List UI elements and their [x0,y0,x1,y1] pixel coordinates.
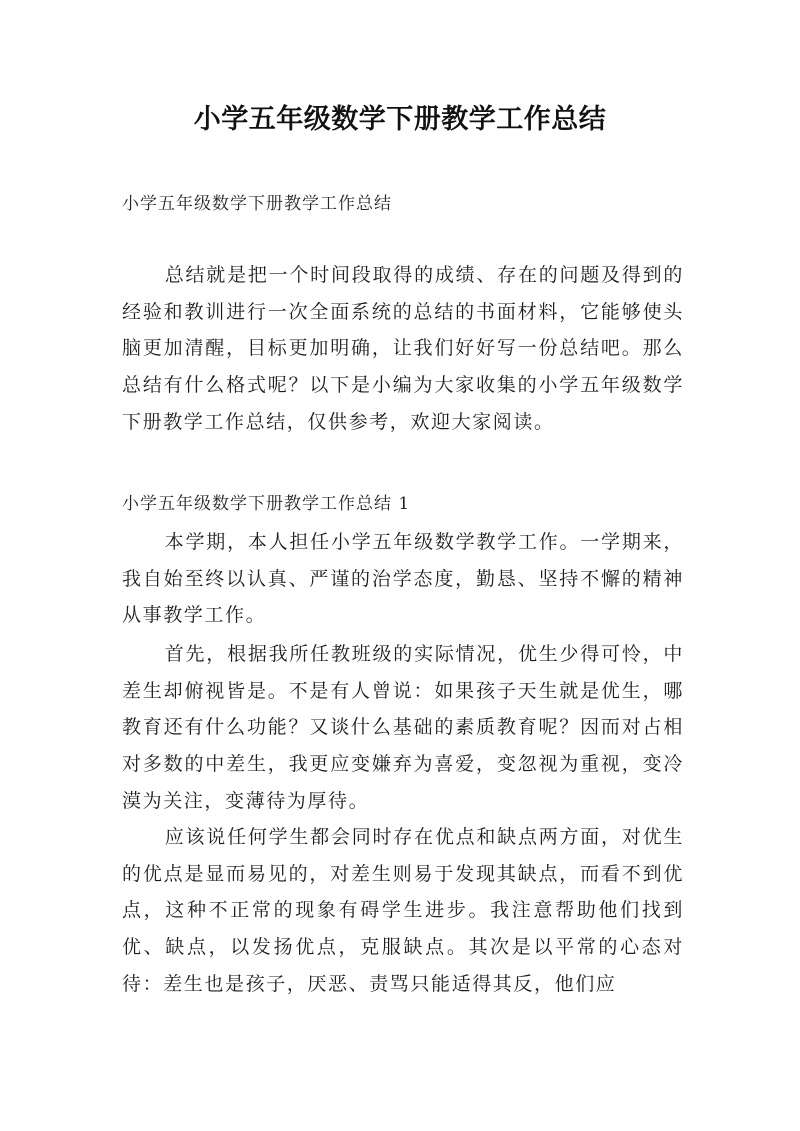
intro-paragraph: 总结就是把一个时间段取得的成绩、存在的问题及得到的经验和教训进行一次全面系统的总结的书面材料，它能够使头脑更加清醒，目标更加明确，让我们好好写一份总结吧。那么总结有什么格式呢？以下是小编为大家收集的小学五年级数学下册教学工作总结，仅供参考，欢迎大家阅读。 [122,264,684,433]
body-paragraph-1: 本学期，本人担任小学五年级数学教学工作。一学期来，我自始至终以认真、严谨的治学态度，勤恳、坚持不懈的精神从事教学工作。 [122,531,684,627]
section-heading: 小学五年级数学下册教学工作总结 1 [122,494,411,514]
document-subtitle: 小学五年级数学下册教学工作总结 [122,194,392,214]
body-paragraph-3: 应该说任何学生都会同时存在优点和缺点两方面，对优生的优点是显而易见的，对差生则易于发现其缺点，而看不到优点，这种不正常的现象有碍学生进步。我注意帮助他们找到优、缺点，以发扬优点，克服缺点。其次是以平常的心态对待：差生也是孩子，厌恶、责骂只能适得其反，他们应 [122,826,684,995]
body-paragraph-2: 首先，根据我所任教班级的实际情况，优生少得可怜，中差生却俯视皆是。不是有人曾说：如果孩子天生就是优生，哪教育还有什么功能？又谈什么基础的素质教育呢？因而对占相对多数的中差生，我更应变嫌弃为喜爱，变忽视为重视，变冷漠为关注，变薄待为厚待。 [122,643,684,812]
document-title: 小学五年级数学下册教学工作总结 [193,104,607,135]
